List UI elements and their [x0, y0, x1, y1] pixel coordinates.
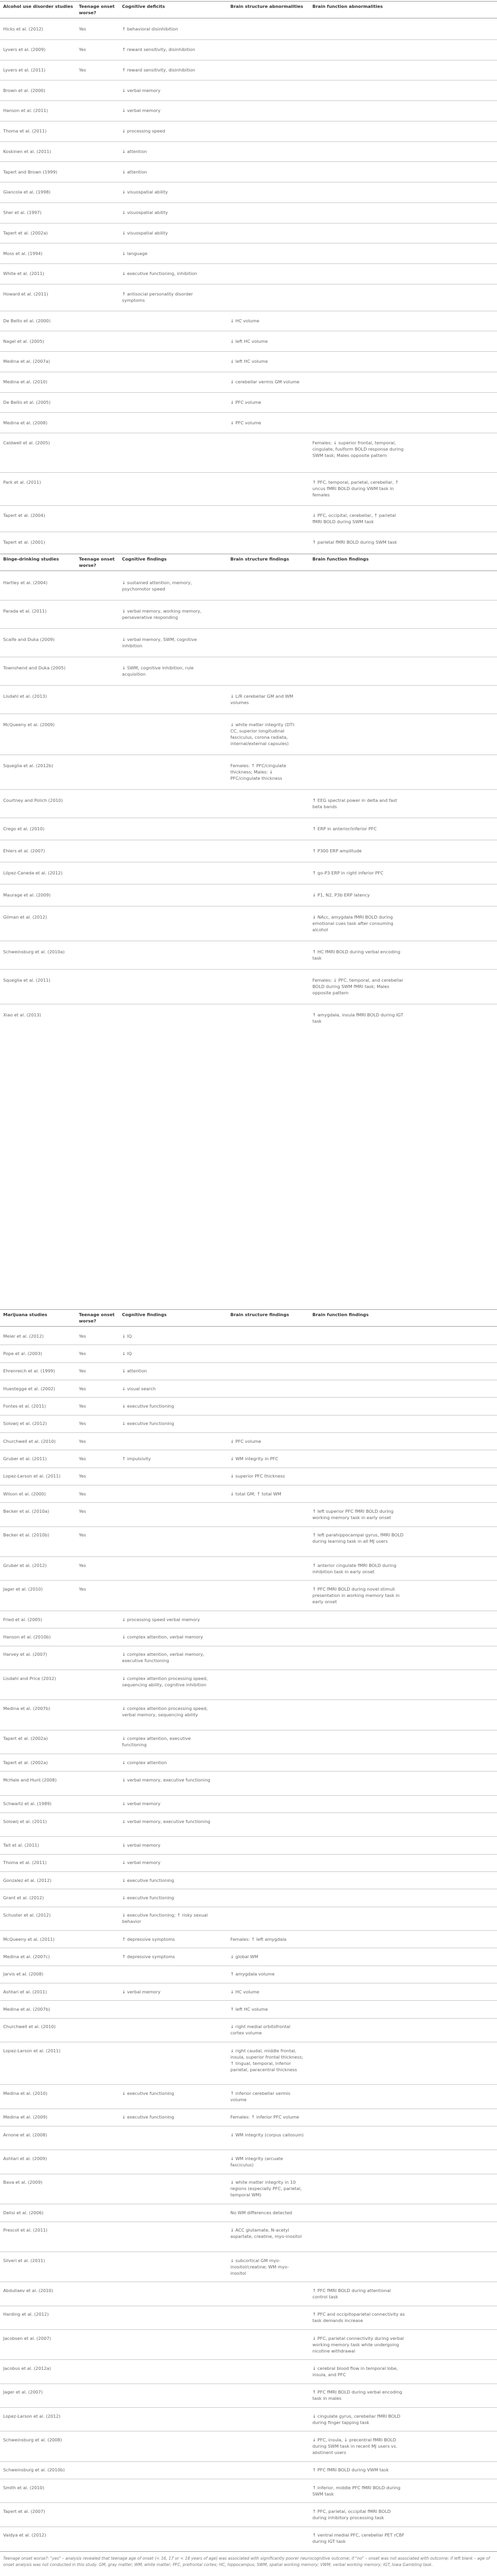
cell-study: Schweinsburg et al. (2008)	[3, 2437, 62, 2442]
header-function: Brain function abnormalities	[312, 4, 383, 9]
cell-study: Scaife and Duka (2009)	[3, 637, 55, 642]
cell-onset: Yes	[79, 67, 86, 73]
cell-structure: ↓ WM integrity in PFC	[230, 1456, 279, 1462]
cell-study: Townshend and Duka (2005)	[3, 665, 66, 670]
cell-study: Howard et al. (2011)	[3, 291, 48, 297]
cell-structure: ↑ amygdala volume	[230, 1971, 275, 1977]
cell-onset: Yes	[79, 47, 86, 53]
cell-structure: ↓ PFC volume	[230, 420, 261, 425]
cell-study: Brown et al. (2000)	[3, 87, 45, 93]
cell-study: Hicks et al. (2012)	[3, 26, 44, 32]
cell-cognitive: ↑ antisocial personality disorder symptoms	[122, 291, 193, 303]
cell-study: Becker et al. (2010a)	[3, 1509, 49, 1514]
header-study: Binge-drinking studies	[3, 556, 59, 562]
cell-study: Schweinsburg et al. (2010a)	[3, 949, 65, 954]
cell-study: Churchwell et al. (2010)	[3, 2024, 56, 2030]
cell-study: Tapert et al. (2001)	[3, 539, 45, 545]
cell-study: Jarvis et al. (2008)	[3, 1971, 44, 1977]
cell-structure: ↓ white matter integrity (DTI: CC, superior longitudinal fasciculus, corona radiata, internal/external capsules)	[230, 722, 296, 746]
cell-function: ↑ PFC fMRI BOLD during attentional control task	[312, 2287, 391, 2299]
table-rule	[0, 1309, 497, 1310]
cell-structure: ↓ HC volume	[230, 318, 259, 323]
cell-cognitive: ↓ complex attention, verbal memory, executive functioning	[122, 1652, 205, 1664]
cell-study: Lopez-Larson et al. (2011)	[3, 2048, 60, 2053]
header-function: Brain function findings	[312, 1312, 369, 1317]
header-cognitive: Cognitive findings	[122, 556, 167, 562]
row-divider	[0, 472, 497, 473]
cell-structure: ↓ HC volume	[230, 1989, 259, 1994]
cell-structure: ↓ left HC volume	[230, 338, 268, 344]
cell-study: Solowij et al. (2012)	[3, 1421, 47, 1427]
cell-study: Tait et al. (2011)	[3, 1842, 39, 1848]
cell-function: ↑ EEG spectral power in delta and fast beta bands	[312, 798, 398, 809]
cell-study: Smith et al. (2010)	[3, 2485, 45, 2490]
row-divider	[0, 39, 497, 40]
row-divider	[0, 351, 497, 352]
section-header-row	[0, 3, 497, 16]
cell-cognitive: ↓ processing speed verbal memory	[122, 1616, 200, 1622]
cell-structure: ↓ right caudal, middle frontal, insula, superior frontal thickness; ↑ lingual, temporal, inferior parietal, paracentral thickness	[230, 2048, 303, 2072]
cell-study: Giancola et al. (1998)	[3, 189, 50, 195]
cell-cognitive: ↓ verbal memory, SWM, cognitive inhibition	[122, 637, 197, 648]
cell-study: Ehlers et al. (2007)	[3, 848, 45, 853]
cell-cognitive: ↓ visuospatial ability	[122, 210, 168, 216]
cell-study: Medina et al. (2009)	[3, 2114, 48, 2120]
row-divider	[0, 1432, 497, 1433]
cell-structure: ↓ WM integrity (corpus callosum)	[230, 2132, 304, 2137]
cell-onset: Yes	[79, 1532, 86, 1538]
cell-structure: ↑ inferior cerebellar vermis volume	[230, 2091, 291, 2103]
cell-cognitive: ↓ verbal memory, executive functioning	[122, 1818, 210, 1824]
header-structure: Brain structure findings	[230, 1312, 289, 1317]
cell-study: Medina et al. (2008)	[3, 420, 48, 425]
cell-onset: Yes	[79, 1386, 86, 1391]
cell-study: Squeglia et al. (2011)	[3, 978, 50, 983]
cell-onset: Yes	[79, 1351, 86, 1357]
cell-function: ↑ amygdala, insula fMRI BOLD during IGT task	[312, 1012, 403, 1024]
cell-function: Females: ↓ superior frontal, temporal, cingulate, fusiform BOLD response during SWM task; Males opposite pattern	[312, 440, 404, 459]
cell-cognitive: ↑ reward sensitivity, disinhibition	[122, 67, 195, 73]
row-divider	[0, 392, 497, 393]
cell-study: Tapert et al. (2002a)	[3, 230, 48, 236]
cell-study: Abdullaev et al. (2010)	[3, 2287, 54, 2293]
cell-cognitive: ↓ sustained attention, memory, psychomotor speed	[122, 580, 192, 592]
cell-function: ↑ PFC fMRI BOLD during verbal encoding task in males	[312, 2389, 402, 2401]
cell-onset: Yes	[79, 1586, 86, 1592]
cell-structure: ↓ superior PFC thickness	[230, 1473, 285, 1479]
cell-study: López-Caneda et al. (2012)	[3, 870, 63, 875]
cell-structure: ↓ left HC volume	[230, 359, 268, 364]
cell-cognitive: ↓ verbal memory	[122, 1842, 160, 1848]
cell-study: Wilson et al. (2000)	[3, 1491, 46, 1496]
cell-structure: ↓ subcortical GM myo-inositol/creatine; WM myo-inositol	[230, 2257, 289, 2276]
cell-function: ↑ HC fMRI BOLD during verbal encoding task	[312, 949, 401, 961]
cell-study: Lyvers et al. (2009)	[3, 47, 46, 53]
cell-study: Grant et al. (2012)	[3, 1895, 44, 1900]
cell-study: Sher et al. (1997)	[3, 210, 42, 216]
cell-study: Courtney and Polich (2010)	[3, 798, 63, 803]
cell-study: Schuster et al. (2012)	[3, 1912, 51, 1918]
cell-cognitive: ↓ visual search	[122, 1386, 156, 1391]
cell-study: Crego et al. (2010)	[3, 826, 45, 831]
row-divider	[0, 1669, 497, 1670]
cell-cognitive: ↓ attention	[122, 1368, 147, 1374]
cell-cognitive: ↓ SWM, cognitive inhibition, rule acquisition	[122, 665, 194, 677]
row-divider	[0, 1362, 497, 1363]
cell-onset: Yes	[79, 1562, 86, 1568]
cell-structure: ↓ L/R cerebellar GM and WM volumes	[230, 694, 293, 705]
cell-cognitive: ↓ language	[122, 250, 148, 256]
cell-study: Silveri et al. (2011)	[3, 2257, 45, 2263]
cell-function: ↑ PFC fMRI BOLD during VWM task	[312, 2467, 389, 2473]
cell-function: ↓ cerebral blood flow in temporal lobe, insula, and PFC	[312, 2365, 398, 2377]
cell-study: Caldwell et al. (2005)	[3, 440, 50, 446]
cell-study: Koskinen et al. (2011)	[3, 148, 52, 154]
cell-cognitive: ↑ depressive symptoms	[122, 1954, 175, 1960]
row-divider	[0, 1502, 497, 1503]
cell-function: ↑ PFC and occipitoparietal connectivity as task demands increase	[312, 2312, 405, 2324]
cell-study: Tapert et al. (2002a)	[3, 1736, 48, 1742]
cell-study: Jacobus et al. (2012a)	[3, 2365, 51, 2371]
cell-structure: ↓ ACC glutamate, N-acetyl aspartate, creatine, myo-inositol	[230, 2227, 302, 2239]
cell-cognitive: ↓ attention	[122, 169, 147, 175]
cell-study: Huestegge et al. (2002)	[3, 1386, 55, 1391]
cell-study: Gruber et al. (2012)	[3, 1562, 47, 1568]
row-divider	[0, 1699, 497, 1700]
cell-study: Churchwell et al. (2010)	[3, 1438, 56, 1444]
cell-study: Gruber et al. (2011)	[3, 1456, 47, 1462]
row-divider	[0, 1556, 497, 1557]
cell-study: Schweinsburg et al. (2010b)	[3, 2467, 65, 2473]
cell-study: McHale and Hunt (2008)	[3, 1777, 57, 1783]
cell-onset: Yes	[79, 26, 86, 32]
cell-cognitive: ↓ IQ	[122, 1333, 132, 1339]
cell-study: Becker et al. (2010b)	[3, 1532, 49, 1538]
cell-structure: ↓ total GM; ↑ total WM	[230, 1491, 281, 1496]
cell-function: ↑ left parahippocampal gyrus, fMRI BOLD during learning task in all MJ users	[312, 1532, 404, 1544]
cell-function: ↓ PFC, parietal connectivity during verbal working memory task while undergoing nicotine withdrawal	[312, 2335, 404, 2354]
cell-cognitive: ↓ complex attention processing speed, verbal memory, sequencing ability	[122, 1705, 208, 1717]
cell-structure: ↓ white matter integrity in 10 regions (especially PFC, parietal, temporal WM)	[230, 2180, 302, 2198]
cell-function: ↑ PFC fMRI BOLD during novel stimuli presentation in working memory task in early onset	[312, 1586, 400, 1605]
table-footnote: Teenage onset worse?: "yes" – analysis revealed that teenage age of onset (< 16, 17 or < 18 years of age) was associated with significantly poorer neurocognitive outcome; if "no" – onset was not associated with outcome; if left blank – age of onset analysis was not conducted in this study. GM, gray matter; WM, white matter; PFC, prefrontal cortex; HC, hippocampus; SWM, spatial working memory; VWM, verbal working memory; IGT, Iowa Gambling task.	[3, 2556, 490, 2567]
cell-structure: Females: ↑ inferior PFC volume	[230, 2114, 299, 2120]
cell-cognitive: ↓ verbal memory	[122, 1989, 160, 1994]
cell-cognitive: ↓ visuospatial ability	[122, 189, 168, 195]
cell-cognitive: ↓ executive functioning	[122, 2114, 175, 2120]
cell-cognitive: ↑ behavioral disinhibition	[122, 26, 178, 32]
cell-study: Park et al. (2011)	[3, 480, 41, 485]
cell-onset: Yes	[79, 1509, 86, 1514]
cell-study: Lisdahl and Price (2012)	[3, 1675, 56, 1681]
cell-study: Moss et al. (1994)	[3, 250, 43, 256]
cell-study: Thoma et al. (2011)	[3, 1860, 47, 1866]
cell-study: Medina et al. (2010)	[3, 379, 48, 385]
cell-function: ↑ parietal fMRI BOLD during SWM task	[312, 539, 397, 545]
cell-study: Hartley et al. (2004)	[3, 580, 48, 585]
cell-study: Jager et al. (2010)	[3, 1586, 43, 1592]
header-onset: Teenage onset worse?	[79, 1312, 115, 1323]
row-divider	[0, 1871, 497, 1872]
header-structure: Brain structure abnormalities	[230, 4, 303, 9]
cell-cognitive: ↓ complex attention, executive functioning	[122, 1736, 191, 1748]
row-divider	[0, 2359, 497, 2360]
cell-cognitive: ↓ verbal memory, executive functioning	[122, 1777, 210, 1783]
row-divider	[0, 505, 497, 506]
row-divider	[0, 1795, 497, 1796]
cell-study: Medina et al. (2007b)	[3, 1705, 50, 1711]
cell-structure: Females: ↑ left amygdala	[230, 1936, 287, 1942]
cell-function: ↑ PFC, parietal, occipital fMRI BOLD during inhibitory processing task	[312, 2508, 391, 2520]
row-divider	[0, 1836, 497, 1837]
cell-study: Thoma et al. (2011)	[3, 128, 47, 134]
row-divider	[0, 2084, 497, 2085]
cell-study: Fontes et al. (2011)	[3, 1403, 46, 1409]
cell-function: ↓ NAcc, amygdala fMRI BOLD during emotional cues task after consuming alcohol	[312, 914, 393, 932]
cell-study: Fried et al. (2005)	[3, 1616, 43, 1622]
cell-study: Ashtari et al. (2011)	[3, 1989, 47, 1994]
table-bottom-rule	[0, 2551, 497, 2552]
cell-study: Tapert et al. (2002a)	[3, 1759, 48, 1765]
cell-study: Lyvers et al. (2011)	[3, 67, 46, 73]
cell-function: ↑ anterior cingulate fMRI BOLD during inhibition task in early onset	[312, 1562, 397, 1574]
cell-cognitive: ↑ depressive symptoms	[122, 1936, 175, 1942]
header-study: Alcohol use disorder studies	[3, 4, 73, 9]
cell-study: De Bellis et al. (2005)	[3, 399, 51, 405]
row-divider	[0, 1930, 497, 1931]
cell-study: Lopez-Larson et al. (2012)	[3, 2413, 60, 2419]
cell-cognitive: ↓ verbal memory, working memory, perseverative responding	[122, 608, 202, 620]
header-onset: Teenage onset worse?	[79, 556, 115, 568]
row-divider	[0, 100, 497, 101]
cell-function: ↓ PFC, occipital, cerebellar, ↑ parietal fMRI BOLD during SWM task	[312, 512, 396, 524]
cell-study: Prescot et al. (2011)	[3, 2227, 48, 2233]
cell-study: Solowij et al. (2011)	[3, 1818, 47, 1824]
cell-function: ↑ inferior, middle PFC fMRI BOLD during SWM task	[312, 2485, 401, 2497]
cell-function: ↑ go-P3 ERP in right inferior PFC	[312, 870, 383, 875]
cell-study: Hanson et al. (2011)	[3, 108, 48, 114]
row-divider	[0, 2502, 497, 2503]
cell-cognitive: ↓ executive functioning; ↑ risky sexual behavior	[122, 1912, 208, 1925]
cell-cognitive: ↓ executive functioning, inhibition	[122, 271, 197, 277]
row-divider	[0, 1854, 497, 1855]
cell-study: McQueeny et al. (2011)	[3, 1936, 55, 1942]
row-divider	[0, 2000, 497, 2001]
cell-study: Harding et al. (2012)	[3, 2312, 49, 2317]
cell-study: White et al. (2011)	[3, 271, 45, 277]
cell-study: Lopez-Larson et al. (2011)	[3, 1473, 60, 1479]
cell-study: Tapert et al. (2007)	[3, 2508, 45, 2514]
row-divider	[0, 161, 497, 162]
cell-study: Medina et al. (2007a)	[3, 359, 50, 364]
cell-study: Medina et al. (2007b)	[3, 2007, 50, 2012]
cell-study: Meier et al. (2012)	[3, 1333, 44, 1339]
cell-cognitive: ↓ visuospatial ability	[122, 230, 168, 236]
cell-function: ↑ P300 ERP amplitude	[312, 848, 362, 853]
row-divider	[0, 969, 497, 970]
cell-study: Squeglia et al. (2012b)	[3, 763, 54, 768]
cell-study: Gonzalez et al. (2012)	[3, 1877, 52, 1883]
cell-study: Parada et al. (2011)	[3, 608, 47, 614]
cell-cognitive: ↓ IQ	[122, 1351, 132, 1357]
cell-function: ↑ PFC, temporal, parietal, cerebellar, ↑ uncus fMRI BOLD during VWM task in females	[312, 480, 399, 498]
cell-cognitive: ↑ impulsivity	[122, 1456, 151, 1462]
cell-cognitive: ↓ verbal memory	[122, 1801, 160, 1807]
cell-study: Tapert and Brown (1999)	[3, 169, 57, 175]
section-header-row	[0, 1311, 497, 1324]
cell-onset: Yes	[79, 1403, 86, 1409]
row-divider	[0, 1526, 497, 1527]
cell-study: Harvey et al. (2007)	[3, 1652, 47, 1657]
cell-cognitive: ↓ executive functioning	[122, 1895, 175, 1900]
row-divider	[0, 2329, 497, 2330]
cell-cognitive: ↓ verbal memory	[122, 108, 160, 114]
cell-structure: ↑ left HC volume	[230, 2007, 268, 2012]
cell-function: ↓ PFC, insula, ↓ precentral fMRI BOLD during SWM task in recent MJ users vs. abstinent users	[312, 2437, 398, 2455]
cell-study: Nagel et al. (2005)	[3, 338, 44, 344]
cell-study: Ashtari et al. (2009)	[3, 2156, 47, 2162]
cell-onset: Yes	[79, 1491, 86, 1496]
cell-structure: No WM differences detected	[230, 2210, 292, 2215]
cell-study: Medina et al. (2007c)	[3, 1954, 50, 1960]
cell-onset: Yes	[79, 1368, 86, 1374]
cell-structure: ↓ PFC volume	[230, 399, 261, 405]
row-divider	[0, 628, 497, 629]
cell-structure: ↓ cerebellar vermis GM volume	[230, 379, 300, 385]
cell-study: Ehrenreich et al. (1999)	[3, 1368, 55, 1374]
cell-study: Jager et al. (2007)	[3, 2389, 43, 2395]
cell-study: McQueeny et al. (2009)	[3, 722, 55, 727]
cell-function: Females: ↓ PFC, temporal, and cerebellar BOLD during SWM fMRI task; Males opposite pattern	[312, 978, 403, 995]
cell-cognitive: ↓ verbal memory	[122, 87, 160, 93]
header-study: Marijuana studies	[3, 1312, 47, 1317]
cell-structure: ↓ global WM	[230, 1954, 258, 1960]
section-header-row	[0, 556, 497, 568]
cell-cognitive: ↓ executive functioning	[122, 1877, 175, 1883]
cell-cognitive: ↓ processing speed	[122, 128, 166, 134]
header-function: Brain function findings	[312, 556, 369, 562]
cell-cognitive: ↓ executive functioning	[122, 1403, 175, 1409]
cell-function: ↓ P1, N2, P3b ERP latency	[312, 892, 370, 898]
cell-structure: ↓ PFC volume	[230, 1438, 261, 1444]
header-cognitive: Cognitive findings	[122, 1312, 167, 1317]
cell-cognitive: ↓ complex attention, verbal memory	[122, 1634, 203, 1640]
cell-study: Pope et al. (2003)	[3, 1351, 43, 1357]
cell-study: Arnone et al. (2008)	[3, 2132, 47, 2137]
header-rule	[0, 1326, 497, 1327]
cell-onset: Yes	[79, 1438, 86, 1444]
table-rule	[0, 1, 497, 2]
row-divider	[0, 1415, 497, 1416]
row-divider	[0, 412, 497, 413]
cell-study: Jacobsen et al. (2007)	[3, 2335, 52, 2341]
cell-study: Hanson et al. (2010b)	[3, 1634, 51, 1640]
row-divider	[0, 1397, 497, 1398]
cell-structure: Females: ↑ PFC/cingulate thickness; Males: ↓ PFC/cingulate thickness	[230, 763, 287, 781]
cell-structure: ↓ WM integrity (arcuate fasciculus)	[230, 2156, 283, 2168]
cell-cognitive: ↓ executive functioning	[122, 1421, 175, 1427]
cell-study: De Bellis et al. (2000)	[3, 318, 51, 323]
row-divider	[0, 202, 497, 203]
cell-study: Xiao et al. (2013)	[3, 1012, 42, 1017]
cell-study: Tapert et al. (2004)	[3, 512, 45, 518]
row-divider	[0, 263, 497, 264]
row-divider	[0, 2407, 497, 2408]
cell-study: Delisi et al. (2006)	[3, 2210, 44, 2215]
cell-cognitive: ↓ complex attention	[122, 1759, 167, 1765]
cell-study: Medina et al. (2010)	[3, 2091, 48, 2096]
cell-onset: Yes	[79, 1456, 86, 1462]
cell-study: Schwartz et al. (1989)	[3, 1801, 52, 1807]
cell-cognitive: ↓ complex attention processing speed, sequencing ability, cognitive inhibition	[122, 1675, 208, 1687]
cell-cognitive: ↓ executive functioning	[122, 2091, 175, 2096]
cell-study: Bava et al. (2009)	[3, 2180, 43, 2185]
header-onset: Teenage onset worse?	[79, 4, 115, 15]
cell-study: Maurage et al. (2009)	[3, 892, 51, 898]
cell-function: ↑ ventral medial PFC, cerebellar PET rCBF during IGT task	[312, 2532, 404, 2544]
cell-onset: Yes	[79, 1421, 86, 1427]
row-divider	[0, 685, 497, 686]
cell-onset: Yes	[79, 1473, 86, 1479]
row-divider	[0, 906, 497, 907]
cell-onset: Yes	[79, 1333, 86, 1339]
row-divider	[0, 1580, 497, 1581]
cell-cognitive: ↓ verbal memory	[122, 1860, 160, 1866]
cell-function: ↑ ERP in anterior/inferior PFC	[312, 826, 377, 831]
cell-function: ↓ cingulate gyrus, cerebellar fMRI BOLD during finger tapping task	[312, 2413, 401, 2425]
cell-structure: ↓ right medial orbitofrontal cortex volume	[230, 2024, 291, 2036]
row-divider	[0, 141, 497, 142]
row-divider	[0, 789, 497, 790]
cell-cognitive: ↑ reward sensitivity, disinhibition	[122, 47, 195, 53]
cell-study: Vaidya et al. (2012)	[3, 2532, 46, 2538]
row-divider	[0, 2018, 497, 2019]
header-cognitive: Cognitive deficits	[122, 4, 165, 9]
cell-function: ↑ left superior PFC fMRI BOLD during working memory task in early onset	[312, 1509, 394, 1521]
row-divider	[0, 2461, 497, 2462]
cell-study: Gilman et al. (2012)	[3, 914, 47, 920]
cell-cognitive: ↓ attention	[122, 148, 147, 154]
header-structure: Brain structure findings	[230, 556, 289, 562]
cell-study: Lisdahl et al. (2013)	[3, 694, 47, 699]
